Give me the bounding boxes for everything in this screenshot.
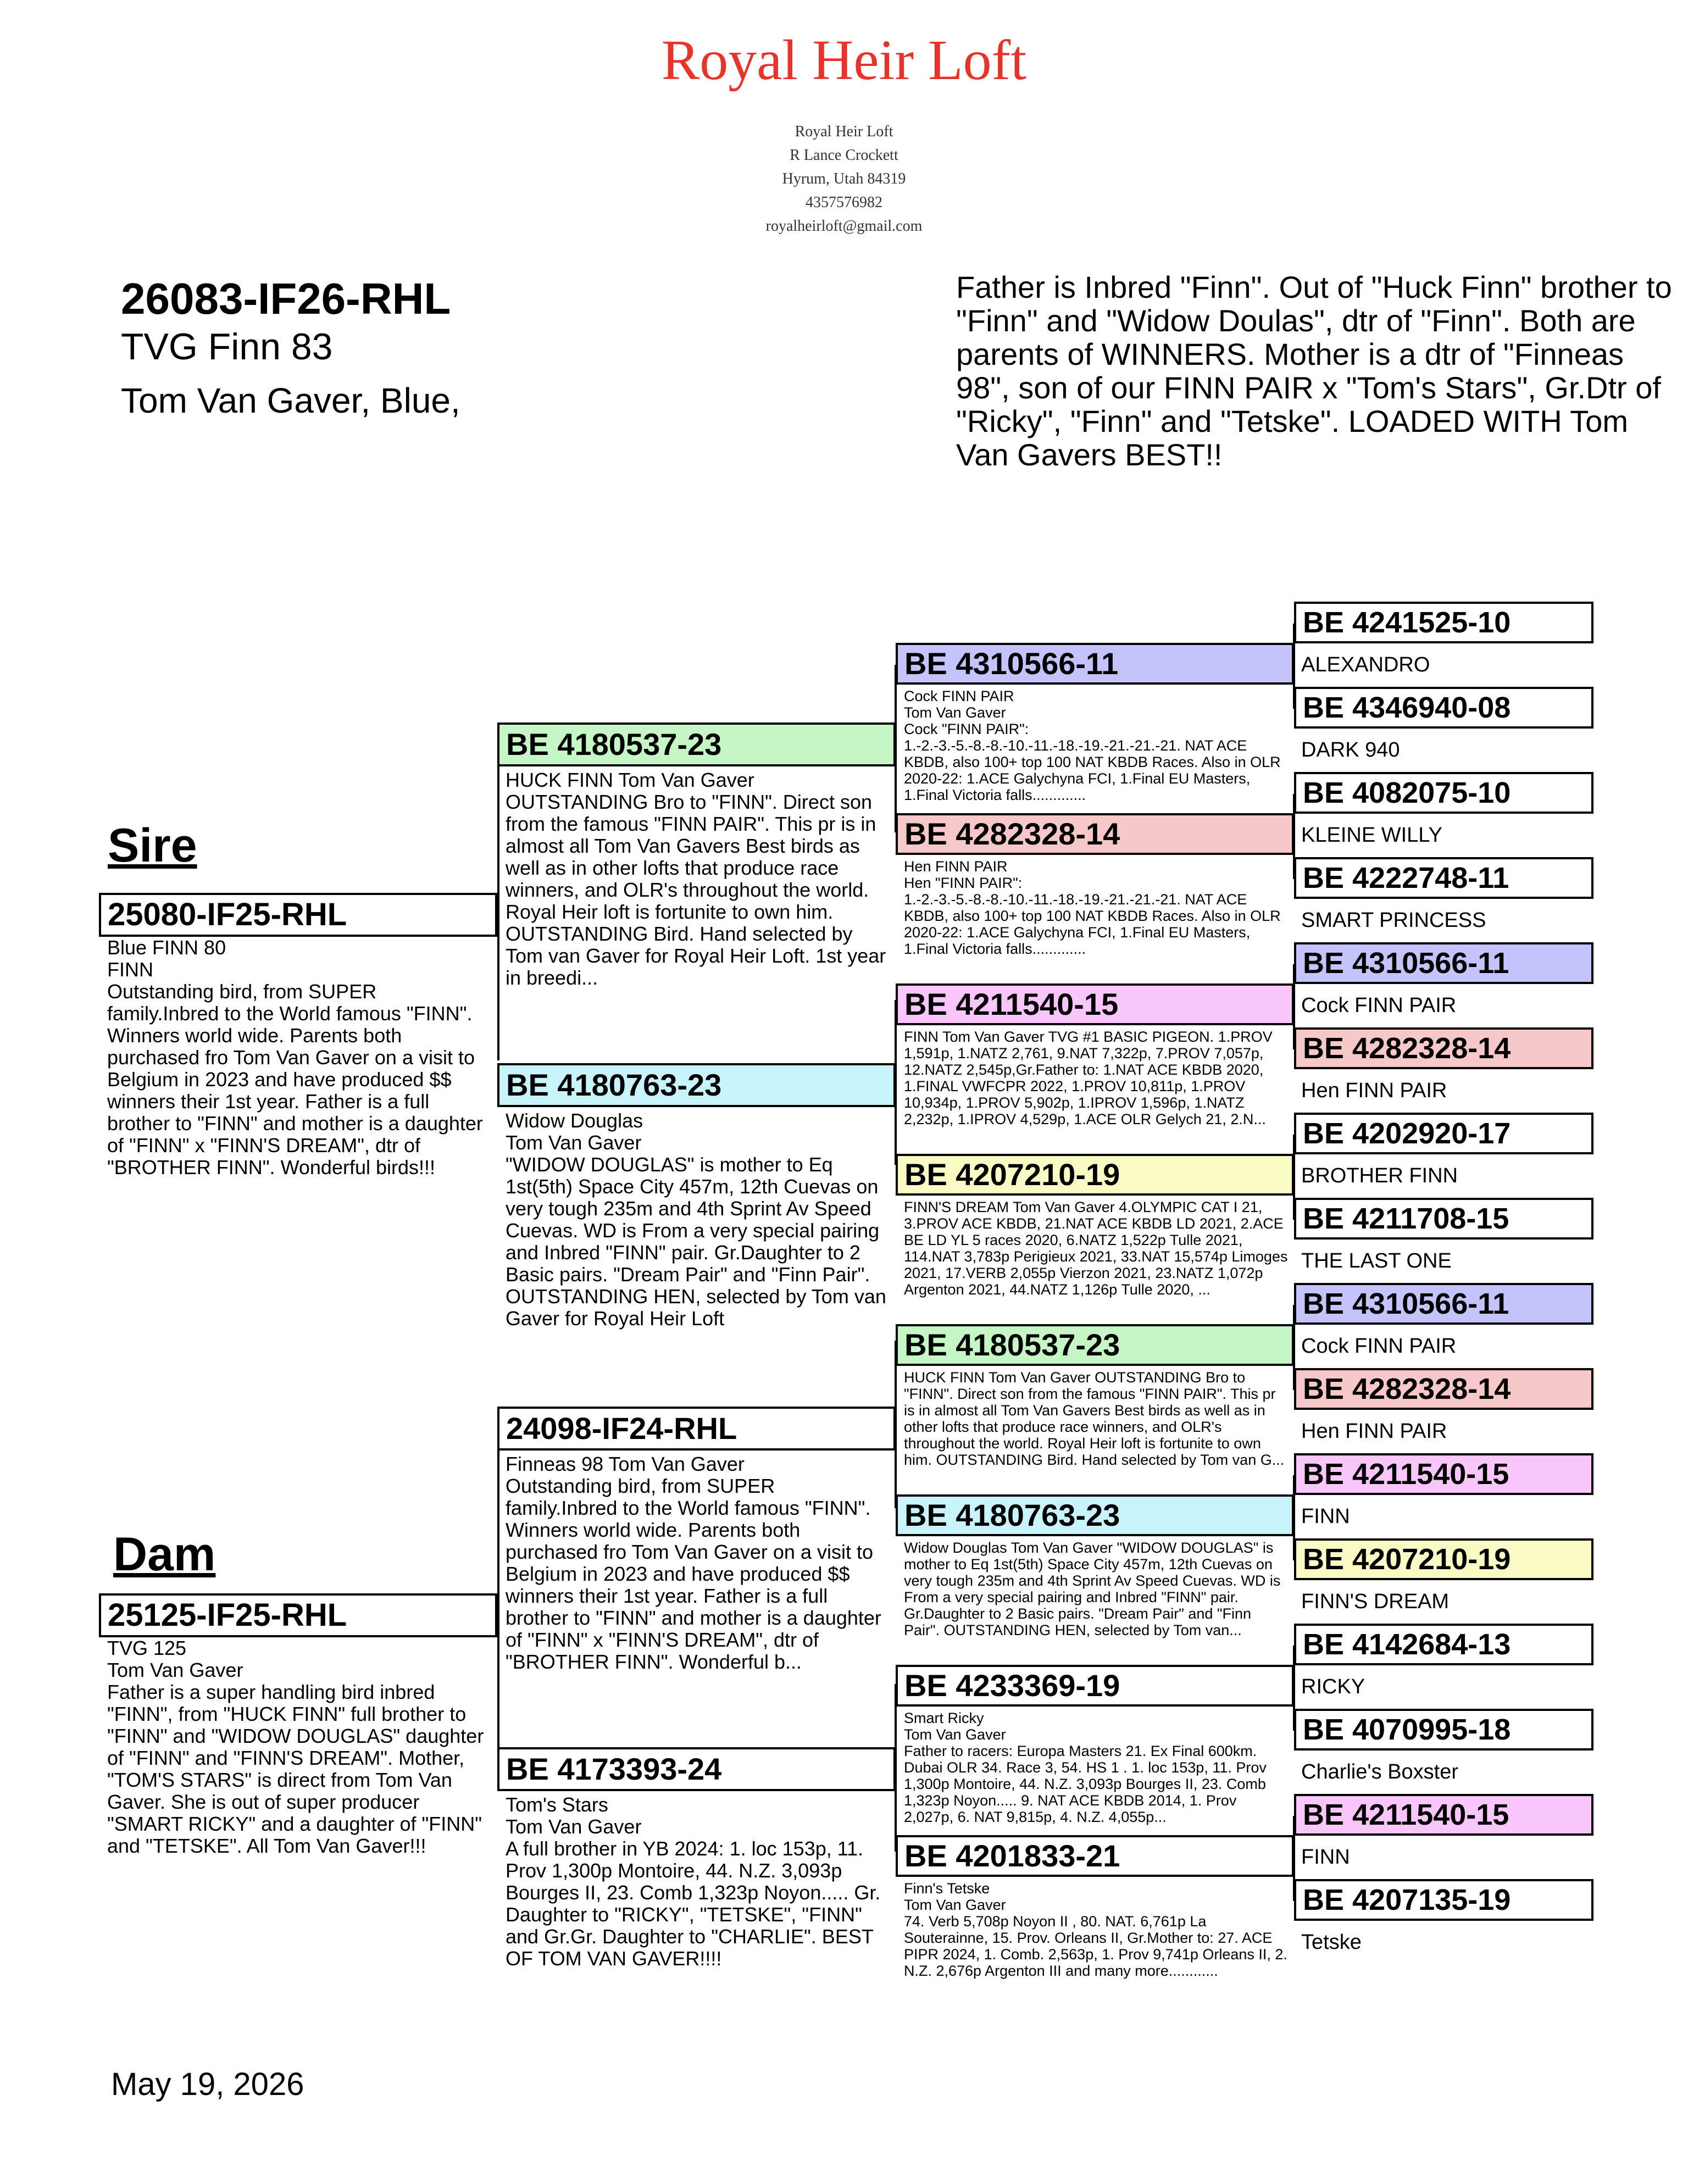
grandparent-description: HUCK FINN Tom Van Gaver OUTSTANDING Bro to "FINN". Direct son from the famous "FINN PAIR". This pr is in almost all Tom Van Gavers Best birds as well as in other lofts that produce race winners, and OLR's throughout the world. Royal Heir loft is fortunite to own him. OUTSTANDING Bird. Hand selected by Tom van Gaver for Royal Heir Loft. 1st year in breedi... <box>506 769 886 989</box>
gen4-ring-box <box>1294 942 1593 984</box>
sire-ring-box <box>99 893 497 937</box>
grandparent-ring-box <box>497 1063 896 1107</box>
dam-label: Dam <box>113 1528 216 1581</box>
gen4-ring-box <box>1294 602 1593 643</box>
great-grandparent-description: FINN Tom Van Gaver TVG #1 BASIC PIGEON. 1.PROV 1,591p, 1.NATZ 2,761, 9.NAT 7,322p, 7.PROV 7,057p, 12.NATZ 2,545p,Gr.Father to: 1.NAT ACE KBDB 2020, 1.FINAL VWFCPR 2022, 1.PROV 10,811p, 1.PROV 10,934p, 1.PROV 5,902p, 1.IPROV 1,596p, 1.NATZ 2,232p, 1.IPROV 4,529p, 1.ACE OLR Gelych 21, 2.N... <box>904 1029 1273 1127</box>
gen4-ring-number: BE 4346940-08 <box>1303 691 1511 724</box>
grandparent-ring-number: 24098-IF24-RHL <box>506 1411 737 1446</box>
great-grandparent-ring-box <box>896 1494 1294 1536</box>
great-grandparent-ring-box <box>896 983 1294 1025</box>
great-grandparent-description: Hen FINN PAIR Hen "FINN PAIR": 1.-2.-3.-5.-8.-8.-10.-11.-18.-19.-21.-21.-21. NAT ACE KBDB, also 100+ top 100 NAT KBDB Races. Also in OLR 2020-22: 1.ACE Galychyna FCI, 1.Final EU Masters, 1.Final Victoria falls............. <box>904 858 1281 957</box>
gen4-ring-box <box>1294 1283 1593 1325</box>
great-grandparent-ring-box <box>896 1835 1294 1877</box>
gen4-ring-box <box>1294 1624 1593 1665</box>
gen4-ring-box <box>1294 1794 1593 1836</box>
subject-ring-number: 26083-IF26-RHL <box>121 274 451 323</box>
gen4-ring-number: BE 4211708-15 <box>1303 1202 1509 1235</box>
gen4-ring-box <box>1294 1113 1593 1154</box>
great-grandparent-ring-box <box>896 643 1294 685</box>
gen4-ring-box <box>1294 1198 1593 1240</box>
great-grandparent-description: Cock FINN PAIR Tom Van Gaver Cock "FINN PAIR": 1.-2.-3.-5.-8.-8.-10.-11.-18.-19.-21.-21.-21. NAT ACE KBDB, also 100+ top 100 NAT KBDB Races. Also in OLR 2020-22: 1.ACE Galychyna FCI, 1.Final EU Masters, 1.Final Victoria falls............. <box>904 688 1281 803</box>
grandparent-ring-box <box>497 723 896 766</box>
great-grandparent-description: FINN'S DREAM Tom Van Gaver 4.OLYMPIC CAT I 21, 3.PROV ACE KBDB, 21.NAT ACE KBDB LD 2021, 2.ACE BE LD YL 5 races 2020, 6.NATZ 1,522p Tulle 2021, 114.NAT 3,783p Perigieux 2021, 33.NAT 15,574p Limoges 2021, 17.VERB 2,055p Vierzon 2021, 23.NATZ 1,072p Argenton 2021, 44.NATZ 1,126p Tulle 2020, ... <box>904 1199 1288 1298</box>
grandparent-description: Widow Douglas Tom Van Gaver "WIDOW DOUGLAS" is mother to Eq 1st(5th) Space City 457m, 12th Cuevas on very tough 235m and 4th Sprint Av Speed Cuevas. WD is From a very special pairing and Inbred "FINN" pair. Gr.Daughter to 2 Basic pairs. "Dream Pair" and "Finn Pair". OUTSTANDING HEN, selected by Tom van Gaver for Royal Heir Loft <box>506 1110 886 1330</box>
dam-ring-box <box>99 1593 497 1637</box>
grandparent-ring-number: BE 4180763-23 <box>506 1068 722 1102</box>
great-grandparent-description: Smart Ricky Tom Van Gaver Father to racers: Europa Masters 21. Ex Final 600km. Dubai OLR 34. Race 3, 54. HS 1 . 1. loc 153p, 11. Prov 1,300p Montoire, 44. N.Z. 3,093p Bourges II, 23. Comb 1,323p Noyon..... 9. NAT ACE KBDB 2014, 1. Prov 2,027p, 6. NAT 9,815p, 4. N.Z. 4,055p... <box>904 1710 1267 1825</box>
gen4-ring-box <box>1294 1879 1593 1921</box>
footer-date: May 19, 2026 <box>111 2066 304 2102</box>
gen4-ring-box <box>1294 1538 1593 1580</box>
gen4-ring-number: BE 4222748-11 <box>1303 862 1509 894</box>
gen4-ring-number: BE 4070995-18 <box>1303 1713 1511 1746</box>
address-line: 4357576982 <box>806 194 882 211</box>
great-grandparent-ring-number: BE 4180763-23 <box>904 1498 1120 1532</box>
grandparent-ring-box <box>497 1747 896 1791</box>
grandparent-ring-box <box>497 1407 896 1451</box>
gen4-name: Cock FINN PAIR <box>1301 994 1457 1017</box>
great-grandparent-ring-box <box>896 1665 1294 1707</box>
gen4-ring-number: BE 4082075-10 <box>1303 776 1511 809</box>
gen4-ring-number: BE 4211540-15 <box>1303 1458 1509 1491</box>
gen4-name: FINN'S DREAM <box>1301 1590 1450 1613</box>
great-grandparent-ring-number: BE 4233369-19 <box>904 1668 1120 1703</box>
gen4-ring-number: BE 4282328-14 <box>1303 1372 1511 1405</box>
gen4-name: SMART PRINCESS <box>1301 909 1486 932</box>
gen4-name: KLEINE WILLY <box>1301 824 1442 847</box>
gen4-ring-number: BE 4207135-19 <box>1303 1883 1511 1916</box>
great-grandparent-ring-number: BE 4211540-15 <box>904 987 1119 1021</box>
gen4-ring-number: BE 4310566-11 <box>1303 947 1509 980</box>
loft-title: Royal Heir Loft <box>661 29 1027 92</box>
address-line: R Lance Crockett <box>790 147 898 164</box>
great-grandparent-ring-number: BE 4282328-14 <box>904 816 1120 851</box>
great-grandparent-ring-box <box>896 813 1294 855</box>
sire-ring-number: 25080-IF25-RHL <box>108 897 347 932</box>
gen4-ring-box <box>1294 857 1593 899</box>
gen4-name: BROTHER FINN <box>1301 1164 1458 1187</box>
subject-breeder: Tom Van Gaver, Blue, <box>121 381 460 420</box>
gen4-name: DARK 940 <box>1301 738 1400 762</box>
gen4-ring-box <box>1294 1453 1593 1495</box>
gen4-name: RICKY <box>1301 1675 1365 1698</box>
great-grandparent-description: Finn's Tetske Tom Van Gaver 74. Verb 5,708p Noyon II , 80. NAT. 6,761p La Souterainne, 15. Prov. Orleans II, Gr.Mother to: 27. ACE PIPR 2024, 1. Comb. 2,563p, 1. Prov 9,741p Orleans II, 2. N.Z. 2,676p Argenton III and many more............ <box>904 1880 1287 1979</box>
sire-branch-line <box>497 766 499 1060</box>
grandparent-description: Finneas 98 Tom Van Gaver Outstanding bird, from SUPER family.Inbred to the World famous "FINN". Winners world wide. Parents both purchased fro Tom Van Gaver on a visit to Belgium in 2023 and have produced $$ winners their 1st year. Father is a full brother to "FINN" and mother is a daughter of "FINN" x "FINN'S DREAM", dtr of "BROTHER FINN". Wonderful b... <box>506 1453 881 1673</box>
grandparent-ring-number: BE 4180537-23 <box>506 727 722 762</box>
gen4-ring-box <box>1294 1709 1593 1750</box>
gen4-ring-box <box>1294 772 1593 814</box>
great-grandparent-description: Widow Douglas Tom Van Gaver "WIDOW DOUGLAS" is mother to Eq 1st(5th) Space City 457m, 12th Cuevas on very tough 235m and 4th Sprint Av Speed Cuevas. WD is From a very special pairing and Inbred "FINN" pair. Gr.Daughter to 2 Basic pairs. "Dream Pair" and "Finn Pair". OUTSTANDING HEN, selected by Tom van... <box>904 1540 1281 1638</box>
gen4-ring-number: BE 4211540-15 <box>1303 1798 1509 1831</box>
dam-ring-number: 25125-IF25-RHL <box>108 1597 347 1633</box>
great-grandparent-description: HUCK FINN Tom Van Gaver OUTSTANDING Bro to "FINN". Direct son from the famous "FINN PAIR". This pr is in almost all Tom Van Gavers Best birds as well as in other lofts that produce race winners, and OLR's throughout the world. Royal Heir loft is fortunite to own him. OUTSTANDING Bird. Hand selected by Tom van G... <box>904 1369 1285 1468</box>
gen4-ring-box <box>1294 1368 1593 1410</box>
sire-label: Sire <box>108 819 197 872</box>
address-line: Hyrum, Utah 84319 <box>782 170 906 187</box>
gen4-name: Tetske <box>1301 1931 1362 1954</box>
gen4-ring-number: BE 4282328-14 <box>1303 1032 1511 1065</box>
great-grandparent-ring-box <box>896 1154 1294 1196</box>
grandparent-description: Tom's Stars Tom Van Gaver A full brother in YB 2024: 1. loc 153p, 11. Prov 1,300p Montoire, 44. N.Z. 3,093p Bourges II, 23. Comb 1,323p Noyon..... Gr. Daughter to "RICKY", "TETSKE", "FINN" and Gr.Gr. Daughter to "CHARLIE". BEST OF TOM VAN GAVER!!!! <box>506 1794 881 1970</box>
gen4-ring-box <box>1294 687 1593 729</box>
gen4-name: ALEXANDRO <box>1301 653 1430 676</box>
address-line: royalheirloft@gmail.com <box>765 218 923 235</box>
gen4-ring-number: BE 4202920-17 <box>1303 1117 1511 1150</box>
gen4-name: Charlie's Boxster <box>1301 1760 1459 1783</box>
gen4-name: FINN <box>1301 1505 1350 1528</box>
subject-notes: Father is Inbred "Finn". Out of "Huck Finn" brother to "Finn" and "Widow Doulas", dtr of "Finn". Both are parents of WINNERS. Mother is a dtr of "Finneas 98", son of our FINN PAIR x "Tom's Stars", Gr.Dtr of "Ricky", "Finn" and "Tetske". LOADED WITH Tom Van Gavers BEST!! <box>956 270 1672 472</box>
great-grandparent-ring-number: BE 4201833-21 <box>904 1838 1120 1873</box>
great-grandparent-ring-box <box>896 1324 1294 1366</box>
great-grandparent-ring-number: BE 4310566-11 <box>904 646 1119 681</box>
address-line: Royal Heir Loft <box>795 123 893 140</box>
gen4-ring-number: BE 4142684-13 <box>1303 1628 1511 1661</box>
grandparent-branch-line <box>895 665 897 832</box>
gen4-name: FINN <box>1301 1846 1350 1869</box>
dam-description: TVG 125 Tom Van Gaver Father is a super handling bird inbred "FINN", from "HUCK FINN" full brother to "FINN" and "WIDOW DOUGLAS" daughter of "FINN" and "FINN'S DREAM". Mother, "TOM'S STARS" is direct from Tom Van Gaver. She is out of super producer "SMART RICKY" and a daughter of "FINN" and "TETSKE". All Tom Van Gaver!!! <box>107 1637 484 1857</box>
gen4-name: Hen FINN PAIR <box>1301 1420 1447 1443</box>
gen4-ring-number: BE 4310566-11 <box>1303 1287 1509 1320</box>
gen4-name: THE LAST ONE <box>1301 1249 1452 1272</box>
gen4-ring-number: BE 4241525-10 <box>1303 606 1511 639</box>
gen4-ring-number: BE 4207210-19 <box>1303 1543 1511 1576</box>
grandparent-ring-number: BE 4173393-24 <box>506 1752 722 1786</box>
loft-address <box>0 120 1688 238</box>
great-grandparent-ring-number: BE 4207210-19 <box>904 1157 1120 1192</box>
gen4-name: Hen FINN PAIR <box>1301 1079 1447 1102</box>
gen4-ring-box <box>1294 1027 1593 1069</box>
sire-description: Blue FINN 80 FINN Outstanding bird, from SUPER family.Inbred to the World famous "FINN". Winners world wide. Parents both purchased fro Tom Van Gaver on a visit to Belgium in 2023 and have produced $$ winners their 1st year. Father is a full brother to "FINN" and mother is a daughter of "FINN" x "FINN'S DREAM", dtr of "BROTHER FINN". Wonderful birds!!! <box>107 937 483 1179</box>
gen4-name: Cock FINN PAIR <box>1301 1335 1457 1358</box>
dam-branch-line <box>497 1451 499 1769</box>
subject-name: TVG Finn 83 <box>121 326 333 368</box>
great-grandparent-ring-number: BE 4180537-23 <box>904 1327 1120 1362</box>
grandparent-branch-line <box>895 1684 897 1852</box>
